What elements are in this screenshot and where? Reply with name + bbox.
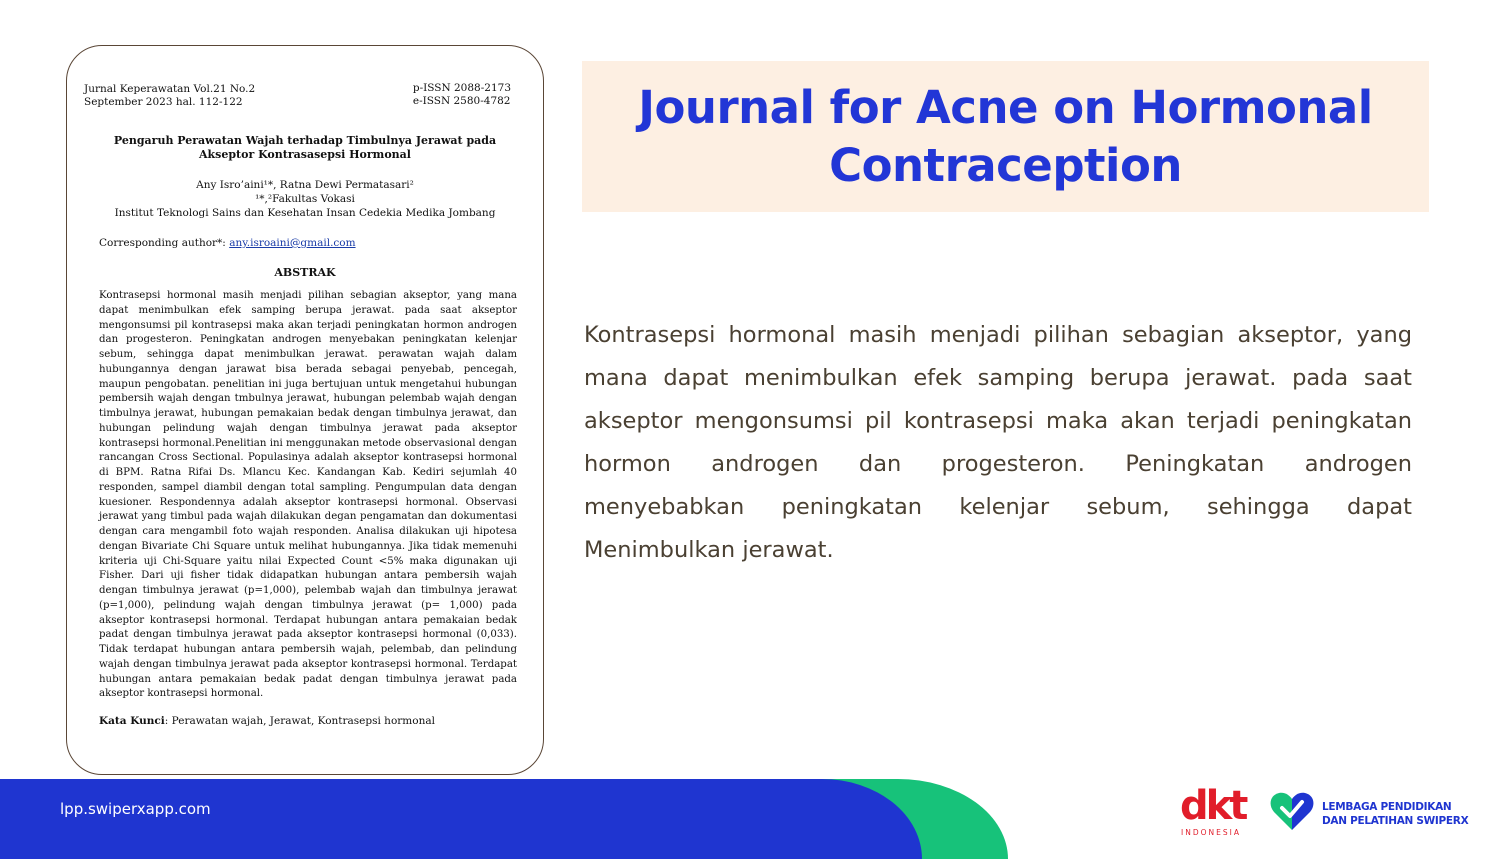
- abstract-heading: ABSTRAK: [274, 266, 336, 279]
- keywords-label: Kata Kunci: [99, 715, 165, 727]
- journal-date-pages: September 2023 hal. 112-122: [84, 96, 243, 108]
- journal-volume: Jurnal Keperawatan Vol.21 No.2: [84, 83, 256, 95]
- corresponding-label: Corresponding author*:: [99, 237, 226, 249]
- journal-pissn: p-ISSN 2088-2173: [412, 82, 511, 94]
- journal-article-title: Pengaruh Perawatan Wajah terhadap Timbulnya Jerawat pada Akseptor Kontrasasepsi Hormonal: [113, 134, 497, 161]
- swiperx-logo-text: [1322, 800, 1468, 828]
- journal-page-card: [66, 45, 544, 775]
- slide-title-box: [582, 61, 1429, 212]
- journal-keywords: [99, 715, 435, 727]
- abstract-text: Kontrasepsi hormonal masih menjadi pilihan sebagian akseptor, yang mana dapat menimbulkan efek samping berupa jerawat. pada saat akseptor mengonsumsi pil kontrasepsi maka akan terjadi peningkatan hormon androgen dan progesteron. Peningkatan androgen menyebakan peningkatan kelenjar sebum, sehingga dapat menimbulkan jerawat. perawatan wajah dalam hubungannya dengan jarawat bisa berada sebagai penyebab, pencegah, maupun pengobatan. penelitian ini juga bertujuan untuk mengetahui hubungan pembersih wajah dengan tmbulnya jerawat, hubungan pelembab wajah dengan timbulnya jerawat, hubungan pemakaian bedak dengan timbulnya jerawat, dan hubungan pelindung wajah dengan timbulnya jerawat pada akseptor kontrasepsi hormonal.Penelitian ini menggunakan metode observasional dengan rancangan Cross Sectional. Populasinya adalah akseptor kontrasepsi hormonal di BPM. Ratna Rifai Ds. Mlancu Kec. Kandangan Kab. Kediri sejumlah 40 responden, sampel diambil dengan total sampling. Pengumpulan data dengan kuesioner. Respondennya adalah akseptor kontrasepsi hormonal. Observasi jerawat yang timbul pada wajah dilakukan degan pengamatan dan dokumentasi dengan cara mengambil foto wajah responden. Analisa dilakukan uji hipotesa dengan Bivariate Chi Square untuk melihat hubungannya. Jika tidak memenuhi kriteria uji Chi-Square yaitu nilai Expected Count <5% maka digunakan uji Fisher. Dari uji fisher tidak didapatkan hubungan antara pembersih wajah dengan timbulnya jerawat (p=1,000), pelembab wajah dan timbulnya jerawat (p=1,000), pelindung wajah dengan timbulnya jerawat (p= 1,000) pada akseptor kontrasepsi hormonal. Terdapat hubungan antara pemakaian bedak padat dengan timbulnya jerawat pada akseptor kontrasepsi hormonal (0,033). Tidak terdapat hubungan antara pembersih wajah, pelembab, dan pelindung wajah dengan timbulnya jerawat pada akseptor kontrasepsi hormonal. Terdapat hubungan antara pemakaian bedak padat dengan timbulnya jerawat pada akseptor kontrasepsi hormonal.: [99, 290, 517, 700]
- journal-corresponding: [99, 237, 356, 249]
- dkt-logo-text: dkt: [1180, 783, 1246, 829]
- keywords-value: : Perawatan wajah, Jerawat, Kontrasepsi hormonal: [164, 715, 435, 727]
- footer-blue-band: [0, 779, 922, 859]
- swiperx-logo: [1268, 790, 1468, 837]
- slide-title: Journal for Acne on Hormonal Contraception: [638, 80, 1373, 192]
- dkt-logo-subtext: INDONESIA: [1181, 828, 1241, 837]
- journal-header-left: [84, 83, 255, 109]
- journal-faculty: ¹*,²Fakultas Vokasi: [255, 193, 355, 205]
- heart-icon: [1268, 790, 1316, 837]
- journal-authors: Any Isro’aini¹*, Ratna Dewi Permatasari²: [196, 179, 414, 191]
- swiperx-line1: LEMBAGA PENDIDIKAN: [1322, 800, 1452, 813]
- dkt-indonesia-logo: [1180, 783, 1246, 837]
- swiperx-line2: DAN PELATIHAN SWIPERX: [1322, 814, 1469, 827]
- slide-body-text: Kontrasepsi hormonal masih menjadi pilihan sebagian akseptor, yang mana dapat menimbulkan efek samping berupa jerawat. pada saat akseptor mengonsumsi pil kontrasepsi maka akan terjadi peningkatan hormon androgen dan progesteron. Peningkatan androgen menyebabkan peningkatan kelenjar sebum, sehingga dapat Menimbulkan jerawat.: [584, 322, 1412, 563]
- journal-eissn: e-ISSN 2580-4782: [412, 95, 511, 107]
- journal-header-right: [413, 82, 511, 108]
- footer-url-link[interactable]: lpp.swiperxapp.com: [60, 800, 211, 818]
- journal-authors-block: [87, 178, 523, 220]
- corresponding-email-link[interactable]: any.isroaini@gmail.com: [229, 237, 356, 249]
- journal-institution: Institut Teknologi Sains dan Kesehatan Insan Cedekia Medika Jombang: [114, 207, 496, 219]
